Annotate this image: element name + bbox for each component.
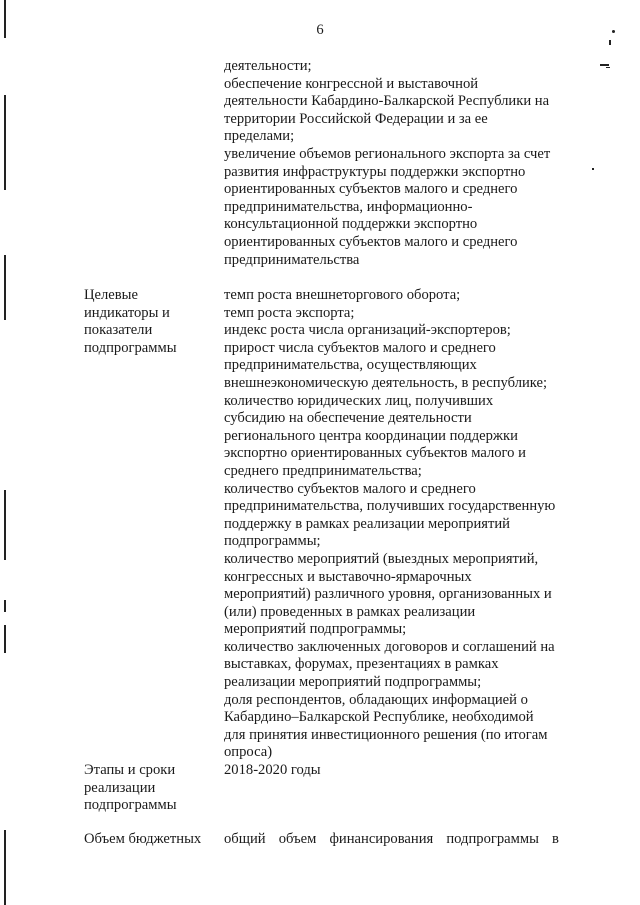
text-line: среднего предпринимательства; <box>224 462 422 479</box>
text-line: субсидию на обеспечение деятельности <box>224 410 472 427</box>
text-line: консультационной поддержки экспортно <box>224 216 478 233</box>
text-line: поддержку в рамках реализации мероприятий <box>224 515 510 532</box>
scan-speck <box>592 168 594 170</box>
text-line: пределами; <box>224 128 295 145</box>
budget-word: общий <box>224 831 266 847</box>
text-line: 2018-2020 годы <box>224 762 321 778</box>
scan-edge-mark <box>4 0 6 38</box>
budget-value-line <box>224 831 559 849</box>
scan-edge-mark <box>4 625 6 653</box>
text-line: доля респондентов, обладающих информацией о <box>224 691 528 708</box>
text-line: увеличение объемов регионального экспорта за счет <box>224 145 551 162</box>
budget-word: подпрограммы <box>446 831 539 847</box>
budget-word: финансирования <box>329 831 434 847</box>
scan-speck <box>609 40 611 45</box>
text-line: регионального центра координации поддержки <box>224 427 518 444</box>
text-line: темп роста внешнеторгового оборота; <box>224 287 461 303</box>
label-line: подпрограммы <box>84 339 177 356</box>
scan-edge-mark <box>4 830 6 905</box>
text-line: реализации мероприятий подпрограммы; <box>224 674 482 691</box>
text-line: внешнеэкономическую деятельность, в республике; <box>224 374 548 391</box>
scan-speck <box>600 64 609 66</box>
page-number: 6 <box>316 22 324 38</box>
text-line: конгрессных и выставочно-ярмарочных <box>224 568 472 585</box>
text-line: ориентированных субъектов малого и среднего <box>224 233 518 250</box>
scan-speck <box>606 67 610 68</box>
text-line: ориентированных субъектов малого и среднего <box>224 181 518 198</box>
text-line: количество заключенных договоров и соглашений на <box>224 638 555 655</box>
scan-speck <box>612 30 615 33</box>
text-line: подпрограммы; <box>224 533 321 550</box>
label-line: Объем бюджетных <box>84 831 202 847</box>
indicators-value <box>224 287 569 762</box>
text-line: индекс роста числа организаций-экспортеров; <box>224 322 511 339</box>
text-line: опроса) <box>224 744 273 761</box>
scan-edge-mark <box>4 255 6 320</box>
text-line: для принятия инвестиционного решения (по итогам <box>224 726 548 743</box>
text-line: мероприятий подпрограммы; <box>224 621 407 638</box>
text-line: деятельности; <box>224 58 312 74</box>
stages-label <box>84 762 214 815</box>
scan-edge-mark <box>4 600 6 612</box>
text-line: предпринимательства, получивших государственную <box>224 498 556 515</box>
label-line: Целевые <box>84 287 138 303</box>
text-line: экспортно ориентированных субъектов малого и <box>224 445 526 462</box>
text-line: количество мероприятий (выездных мероприятий, <box>224 550 539 567</box>
label-line: показатели <box>84 322 153 339</box>
text-line: Кабардино–Балкарской Республике, необходимой <box>224 709 534 726</box>
text-line: количество юридических лиц, получивших <box>224 392 494 409</box>
text-line: мероприятий) различного уровня, организованных и <box>224 586 552 603</box>
text-line: прирост числа субъектов малого и среднего <box>224 339 496 356</box>
budget-value <box>224 831 569 849</box>
text-line: развития инфраструктуры поддержки экспортно <box>224 163 526 180</box>
goals-continuation <box>224 58 569 269</box>
label-line: индикаторы и <box>84 304 170 321</box>
text-line: предпринимательства, осуществляющих <box>224 357 477 374</box>
budget-word: объем <box>278 831 317 847</box>
text-line: территории Российской Федерации и за ее <box>224 110 488 127</box>
text-line: количество субъектов малого и среднего <box>224 480 476 497</box>
budget-word: в <box>552 831 559 847</box>
text-line: предпринимательства, информационно- <box>224 198 473 215</box>
indicators-label <box>84 287 214 357</box>
text-line: (или) проведенных в рамках реализации <box>224 603 476 620</box>
scan-edge-mark <box>4 95 6 190</box>
text-line: обеспечение конгрессной и выставочной <box>224 75 479 92</box>
scan-edge-mark <box>4 490 6 560</box>
label-line: реализации <box>84 779 156 796</box>
text-line: темп роста экспорта; <box>224 304 355 321</box>
label-line: подпрограммы <box>84 797 177 814</box>
text-line: деятельности Кабардино-Балкарской Республики на <box>224 93 550 110</box>
stages-value <box>224 762 569 780</box>
text-line: выставках, форумах, презентациях в рамках <box>224 656 499 673</box>
label-line: Этапы и сроки <box>84 762 176 778</box>
budget-label <box>84 831 214 849</box>
text-line: предпринимательства <box>224 251 360 268</box>
